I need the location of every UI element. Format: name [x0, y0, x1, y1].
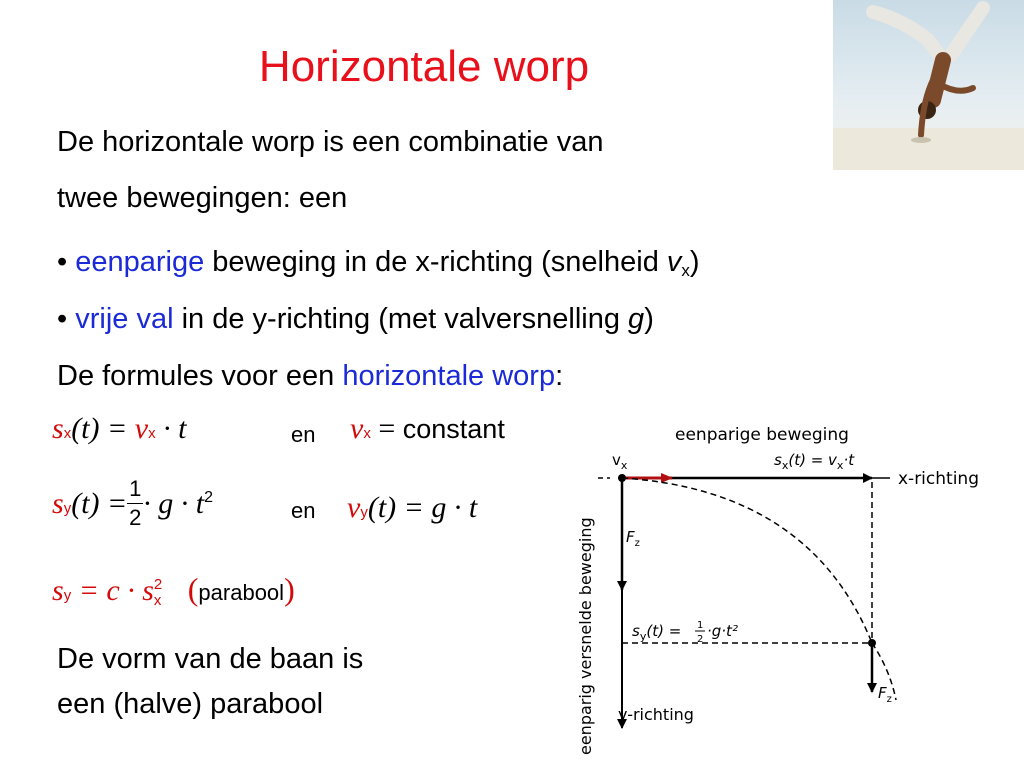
formula-exponent: 2: [153, 575, 163, 593]
formula-symbol: s: [52, 574, 64, 607]
conclusion-line-2: een (halve) parabool: [57, 688, 324, 720]
bullet-symbol: •: [57, 303, 68, 335]
fz-symbol: F: [626, 528, 635, 546]
formula-fraction: [127, 478, 143, 529]
intro-line-2: twee bewegingen: een: [57, 182, 348, 214]
conclusion-line-1: De vorm van de baan is: [57, 643, 364, 675]
formula-part: =: [370, 412, 403, 445]
fz-label-bottom: [878, 684, 892, 705]
formula-symbol: v: [134, 412, 149, 445]
bullet-close: ): [689, 246, 700, 278]
fz-symbol: F: [878, 684, 887, 702]
sx-sub: x: [781, 459, 789, 472]
sy-frac-num: 1: [697, 620, 704, 631]
formula-constant: constant: [402, 414, 505, 444]
bullet-symbol: •: [57, 246, 68, 278]
sy-sub: y: [639, 630, 647, 643]
intro-line-1: De horizontale worp is een combinatie van: [57, 126, 604, 158]
breakdancer-photo: [833, 0, 1024, 170]
formula-vx-constant: [350, 414, 505, 444]
formula-exponent: 2: [204, 488, 213, 506]
formulas-intro-highlight: horizontale worp: [342, 360, 556, 392]
formula-symbol: v: [350, 412, 364, 445]
formula-sub: y: [360, 504, 368, 521]
fz-label-top: [626, 528, 640, 549]
formula-en-2: en: [291, 498, 316, 523]
fz-sub: z: [886, 694, 892, 705]
bullet-var-sub: x: [681, 261, 690, 280]
formula-paren: ): [284, 571, 295, 607]
formula-parabola: [52, 573, 295, 610]
sy-symbol: s: [632, 622, 640, 640]
formula-parabool: parabool: [198, 580, 285, 605]
horizontal-throw-diagram: [560, 410, 1000, 766]
bullet-text: in de y-richting (met valversnelling: [173, 303, 629, 335]
sy-rest: (t) =: [646, 622, 682, 640]
diagram-top-label: eenparige beweging: [675, 425, 849, 445]
vx-symbol: v: [612, 451, 621, 469]
fraction-denominator: 2: [129, 505, 142, 530]
formulas-intro-end: :: [555, 360, 564, 392]
sy-frac-den: 2: [697, 634, 704, 645]
bullet-var: v: [666, 246, 682, 278]
formula-part: (t) =: [71, 412, 135, 445]
bullet-highlight: eenparige: [75, 246, 205, 278]
formula-sub: x: [63, 425, 72, 442]
diagram-sy-formula: [632, 622, 681, 643]
sx-symbol: s: [774, 451, 782, 469]
formulas-intro-text: De formules voor een: [57, 360, 343, 392]
vx-sub: x: [620, 459, 628, 472]
formula-symbol: s: [52, 412, 64, 445]
formula-part: · t: [155, 412, 187, 445]
bullet-vrije-val: [57, 305, 654, 334]
bullet-highlight: vrije val: [75, 303, 174, 335]
formulas-intro: [57, 362, 563, 391]
formula-paren: (: [187, 571, 199, 607]
formula-symbol: v: [347, 491, 361, 524]
formula-sub: y: [63, 499, 72, 517]
bullet-eenparige: [57, 248, 700, 279]
formula-sub: x: [148, 425, 156, 442]
fz-sub: z: [634, 538, 640, 549]
side-label: eenparig versnelde beweging: [576, 517, 595, 755]
fraction-numerator: 1: [129, 476, 142, 501]
formula-en: en: [291, 422, 316, 447]
y-axis-label: y-richting: [618, 705, 694, 724]
formula-symbol: s: [52, 486, 64, 520]
formula-sub: x: [153, 592, 162, 610]
formula-vy: [347, 493, 477, 523]
sy-tail: ·g·t²: [707, 622, 738, 640]
diagram-vx-label: [612, 451, 628, 472]
formula-part: = c · s: [71, 574, 154, 607]
formula-sy: [52, 478, 213, 529]
formula-part: (t) = g · t: [367, 491, 478, 524]
sx-tail: ·t: [843, 451, 855, 469]
formula-sub: x: [363, 425, 371, 442]
formula-sub: y: [63, 587, 72, 604]
bullet-text: beweging in de x-richting (snelheid: [204, 246, 667, 278]
formula-part: · g · t: [143, 486, 205, 520]
bullet-close: ): [644, 303, 654, 335]
page-title: Horizontale worp: [258, 42, 590, 91]
bullet-var: g: [628, 303, 645, 335]
formula-sx: [52, 414, 186, 444]
diagram-sx-formula: [774, 451, 855, 472]
formula-part: (t) =: [71, 486, 128, 520]
sx-sub2: x: [836, 459, 844, 472]
sx-rest: (t) = v: [788, 451, 837, 469]
x-axis-label: x-richting: [898, 469, 979, 489]
